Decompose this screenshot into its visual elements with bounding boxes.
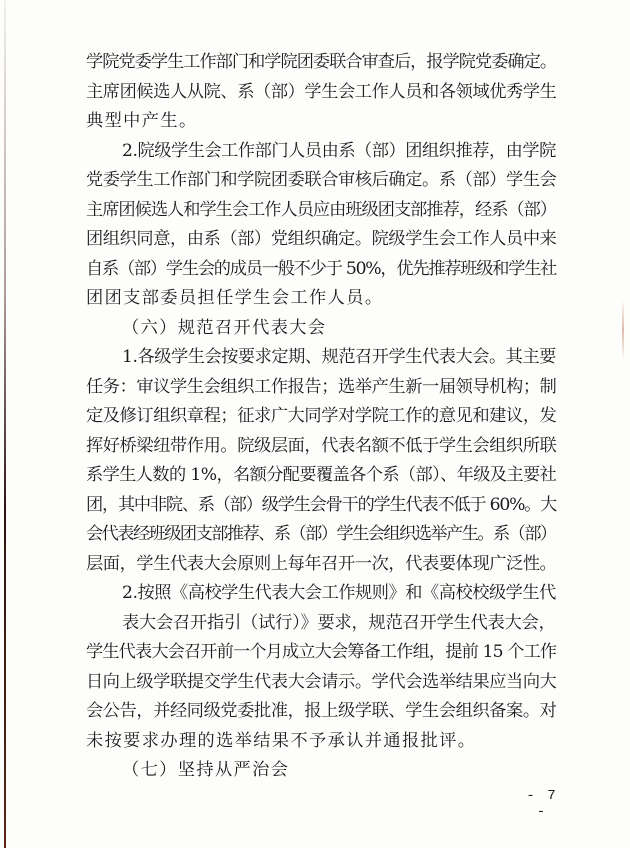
text-line: 未按要求办理的选举结果不予承认并通报批评。 bbox=[86, 730, 477, 751]
text-line: 表大会召开指引（试行）》要求，规范召开学生代表大会， bbox=[122, 612, 556, 633]
text-line: 典型中产生。 bbox=[86, 111, 198, 131]
text-line: （七）坚持从严治会 bbox=[122, 760, 290, 780]
text-line: 团团支部委员担任学生会工作人员。 bbox=[86, 288, 384, 308]
text-line: 学生代表大会召开前一个月成立大会筹备工作组，提前 15 个工作 bbox=[86, 642, 557, 662]
text-line: 2.按照《高校学生代表大会工作规则》和《高校校级学生代 bbox=[122, 583, 556, 603]
text-line: 自系（部）学生会的成员一般不少于 50%，优先推荐班级和学生社 bbox=[86, 258, 557, 279]
text-line: 主席团候选人和学生会工作人员应由班级团支部推荐，经系（部） bbox=[86, 199, 557, 220]
text-line: 团，其中非院、系（部）级学生会骨干的学生代表不低于 60%。大 bbox=[86, 494, 557, 515]
text-line: 会公告，并经同级党委批准，报上级学联、学生会组织备案。对 bbox=[86, 701, 557, 721]
scan-edge-shadow bbox=[4, 0, 6, 848]
text-line: 挥好桥梁纽带作用。院级层面，代表名额不低于学生会组织所联 bbox=[86, 435, 557, 456]
page-number: - 7 - bbox=[526, 788, 558, 820]
text-line: 定及修订组织章程；征求广大同学对学院工作的意见和建议，发 bbox=[86, 406, 557, 426]
text-line: 会代表经班级团支部推荐、系（部）学生会组织选举产生。系（部） bbox=[86, 524, 556, 544]
text-line: 日向上级学联提交学生代表大会请示。学代会选举结果应当向大 bbox=[86, 671, 557, 692]
text-line: 系学生人数的 1%，名额分配要覆盖各个系（部）、年级及主要社 bbox=[86, 465, 557, 485]
text-line: 2.院级学生会工作部门人员由系（部）团组织推荐，由学院 bbox=[122, 140, 556, 161]
text-line: 团组织同意，由系（部）党组织确定。院级学生会工作人员中来 bbox=[86, 229, 557, 249]
text-line: 1.各级学生会按要求定期、规范召开学生代表大会。其主要 bbox=[122, 347, 556, 367]
text-line: 党委学生工作部门和学院团委联合审核后确定。系（部）学生会 bbox=[86, 170, 557, 190]
text-line: 任务：审议学生会组织工作报告；选举产生新一届领导机构；制 bbox=[86, 376, 557, 397]
document-body bbox=[86, 48, 556, 786]
text-line: 层面，学生代表大会原则上每年召开一次，代表要体现广泛性。 bbox=[86, 553, 557, 574]
text-line: 主席团候选人从院、系（部）学生会工作人员和各领域优秀学生 bbox=[86, 81, 557, 102]
text-line: 学院党委学生工作部门和学院团委联合审查后，报学院党委确定。 bbox=[86, 52, 557, 72]
text-line: （六）规范召开代表大会 bbox=[122, 317, 327, 338]
scan-edge-mark bbox=[622, 300, 624, 360]
